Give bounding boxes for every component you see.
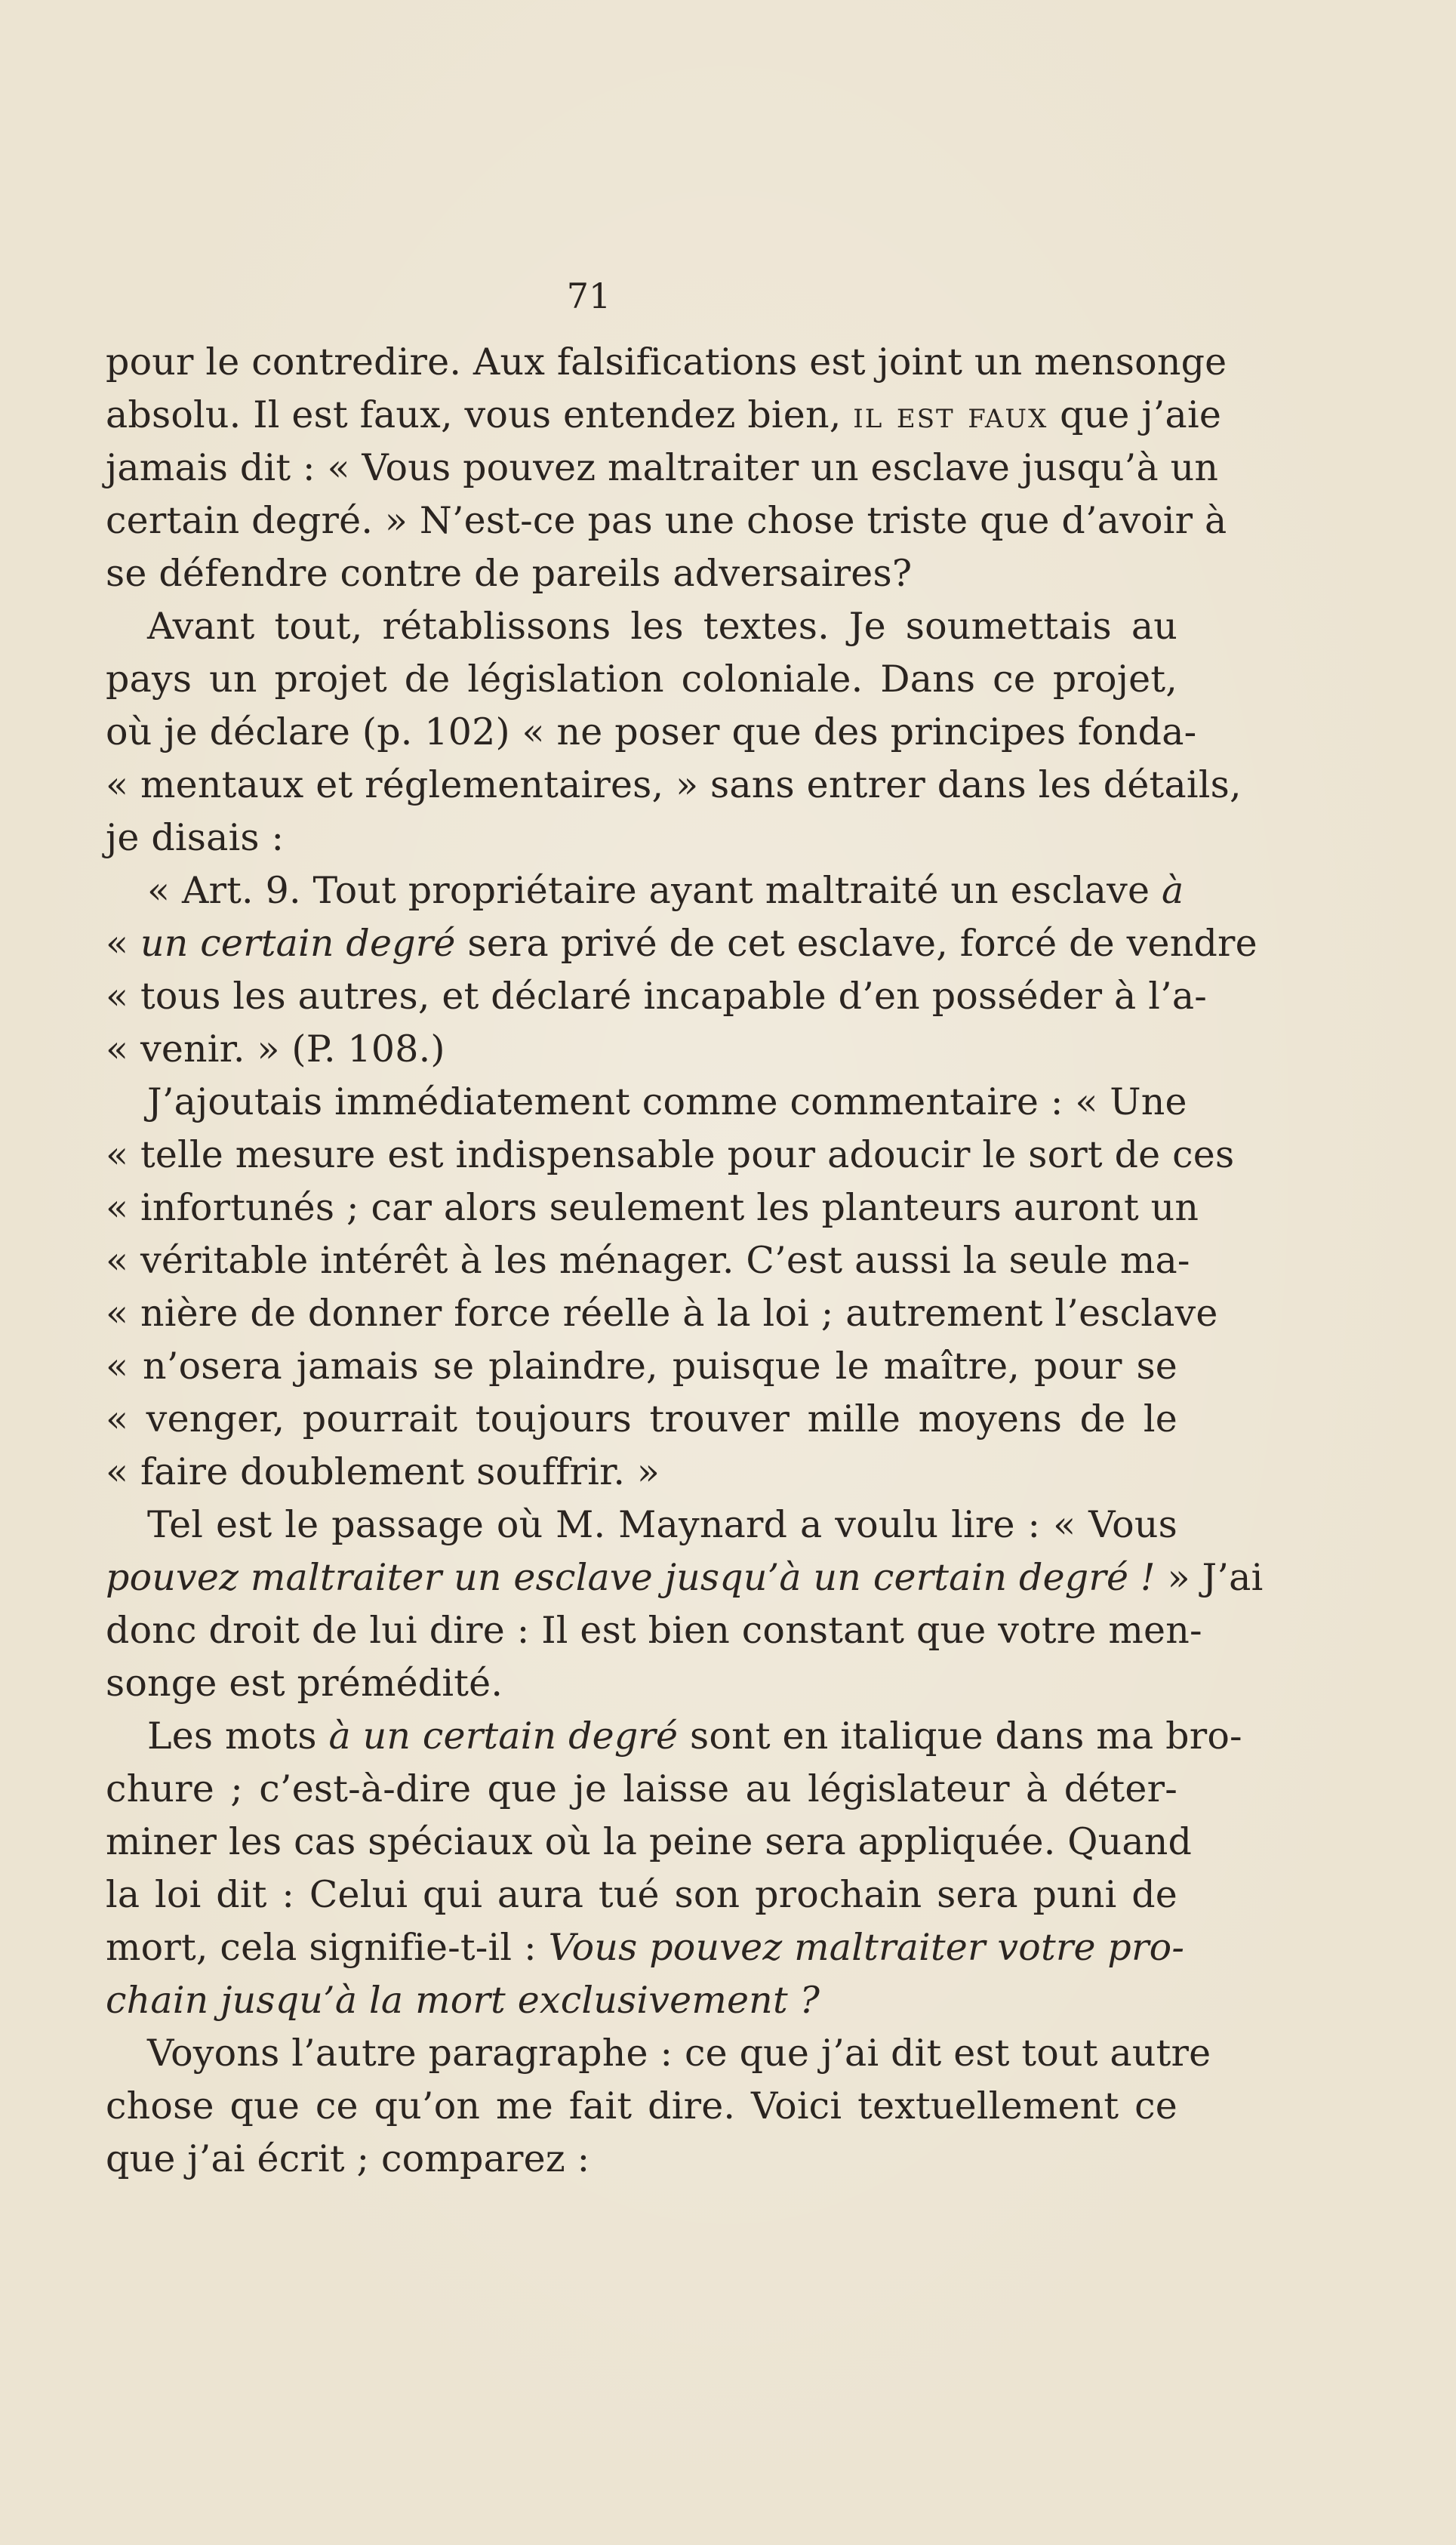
text-line [106,495,1227,547]
text-line [106,706,1197,759]
small-caps-text: il est faux [853,393,1048,436]
text-line [106,1869,1177,1921]
text-segment: sont en italique dans ma bro- [678,1715,1242,1758]
text-line [106,1816,1193,1869]
text-segment: « nière de donner force réelle à la loi ; autrement l’esclave [106,1292,1218,1335]
text-segment: miner les cas spéciaux où la peine sera appliquée. Quand [106,1820,1193,1863]
text-segment: pour le contredire. Aux falsifications est joint un mensonge [106,340,1227,384]
text-segment: pays un projet de législation coloniale. Dans ce projet, [106,658,1177,701]
text-line [106,1287,1218,1340]
text-segment: « [106,922,140,965]
text-segment: que j’ai écrit ; comparez : [106,2137,590,2180]
text-line [106,1076,1187,1129]
text-line [106,389,1222,442]
italic-text: à un certain degré [328,1715,679,1758]
text-segment: sera privé de cet esclave, forcé de vendre [455,922,1257,965]
text-segment: « telle mesure est indispensable pour adoucir le sort de ces [106,1133,1235,1176]
text-segment: songe est prémédité. [106,1662,503,1705]
text-line [106,2133,1177,2186]
text-line [106,1023,1177,1076]
text-line [106,1763,1177,1816]
italic-text: un certain degré [140,922,456,965]
text-segment: « infortunés ; car alors seulement les planteurs auront un [106,1186,1199,1229]
text-segment: se défendre contre de pareils adversaires? [106,552,913,595]
text-line [106,1446,1177,1499]
text-line [106,442,1219,495]
text-line [106,547,1177,600]
text-line [106,1129,1235,1182]
italic-text: à [1162,869,1184,912]
text-segment: jamais dit : « Vous pouvez maltraiter un esclave jusqu’à un [106,446,1219,489]
text-segment: absolu. Il est faux, vous entendez bien, [106,393,854,436]
text-line [106,759,1242,812]
text-segment: Tel est le passage où M. Maynard a voulu lire : « Vous [147,1503,1177,1546]
text-line [106,2080,1177,2133]
text-line [106,970,1208,1023]
text-segment: que j’aie [1048,393,1222,436]
text-line [106,1393,1177,1446]
text-line [106,864,1184,917]
text-segment: « tous les autres, et déclaré incapable d’en posséder à l’a- [106,975,1208,1018]
text-segment: « venir. » (P. 108.) [106,1028,445,1071]
text-line [106,1234,1190,1287]
text-segment: « mentaux et réglementaires, » sans entrer dans les détails, [106,763,1242,806]
page-number: 71 [566,276,611,316]
text-segment: Voyons l’autre paragraphe : ce que j’ai dit est tout autre [147,2032,1211,2075]
text-line [106,1499,1177,1551]
text-segment: la loi dit : Celui qui aura tué son prochain sera puni de [106,1873,1177,1916]
text-segment: « venger, pourrait toujours trouver mille moyens de le [106,1397,1177,1440]
italic-text: Vous pouvez maltraiter votre pro- [548,1926,1185,1969]
text-line [106,1974,1177,2027]
text-line [106,600,1177,653]
text-segment: certain degré. » N’est-ce pas une chose triste que d’avoir à [106,499,1227,542]
text-segment: » J’ai [1155,1556,1264,1599]
text-segment: où je déclare (p. 102) « ne poser que des principes fonda- [106,710,1197,753]
italic-text: chain jusqu’à la mort exclusivement ? [106,1979,820,2022]
text-line [106,2027,1211,2080]
text-line [106,336,1227,389]
text-line [106,1182,1199,1234]
text-line [106,1921,1185,1974]
text-line [106,1604,1202,1657]
text-line [106,917,1257,970]
text-segment: « véritable intérêt à les ménager. C’est aussi la seule ma- [106,1239,1190,1282]
text-line [106,812,1177,864]
text-segment: mort, cela signifie-t-il : [106,1926,549,1969]
text-segment: J’ajoutais immédiatement comme commentaire : « Une [147,1080,1187,1123]
text-segment: chose que ce qu’on me fait dire. Voici textuellement ce [106,2084,1177,2128]
text-segment: « faire doublement souffrir. » [106,1450,660,1493]
text-segment: « n’osera jamais se plaindre, puisque le maître, pour se [106,1345,1177,1388]
text-segment: Avant tout, rétablissons les textes. Je soumettais au [147,605,1177,648]
text-segment: « Art. 9. Tout propriétaire ayant maltraité un esclave [147,869,1162,912]
text-line [106,1340,1177,1393]
italic-text: pouvez maltraiter un esclave jusqu’à un certain degré ! [106,1556,1156,1599]
text-segment: chure ; c’est-à-dire que je laisse au législateur à déter- [106,1767,1177,1810]
text-line [106,653,1177,706]
text-line [106,1657,1177,1710]
text-segment: donc droit de lui dire : Il est bien constant que votre men- [106,1609,1202,1652]
body-text [106,336,1264,2186]
text-segment: Les mots [147,1715,329,1758]
text-segment: je disais : [106,816,285,859]
text-line [106,1710,1242,1763]
text-line [106,1551,1264,1604]
